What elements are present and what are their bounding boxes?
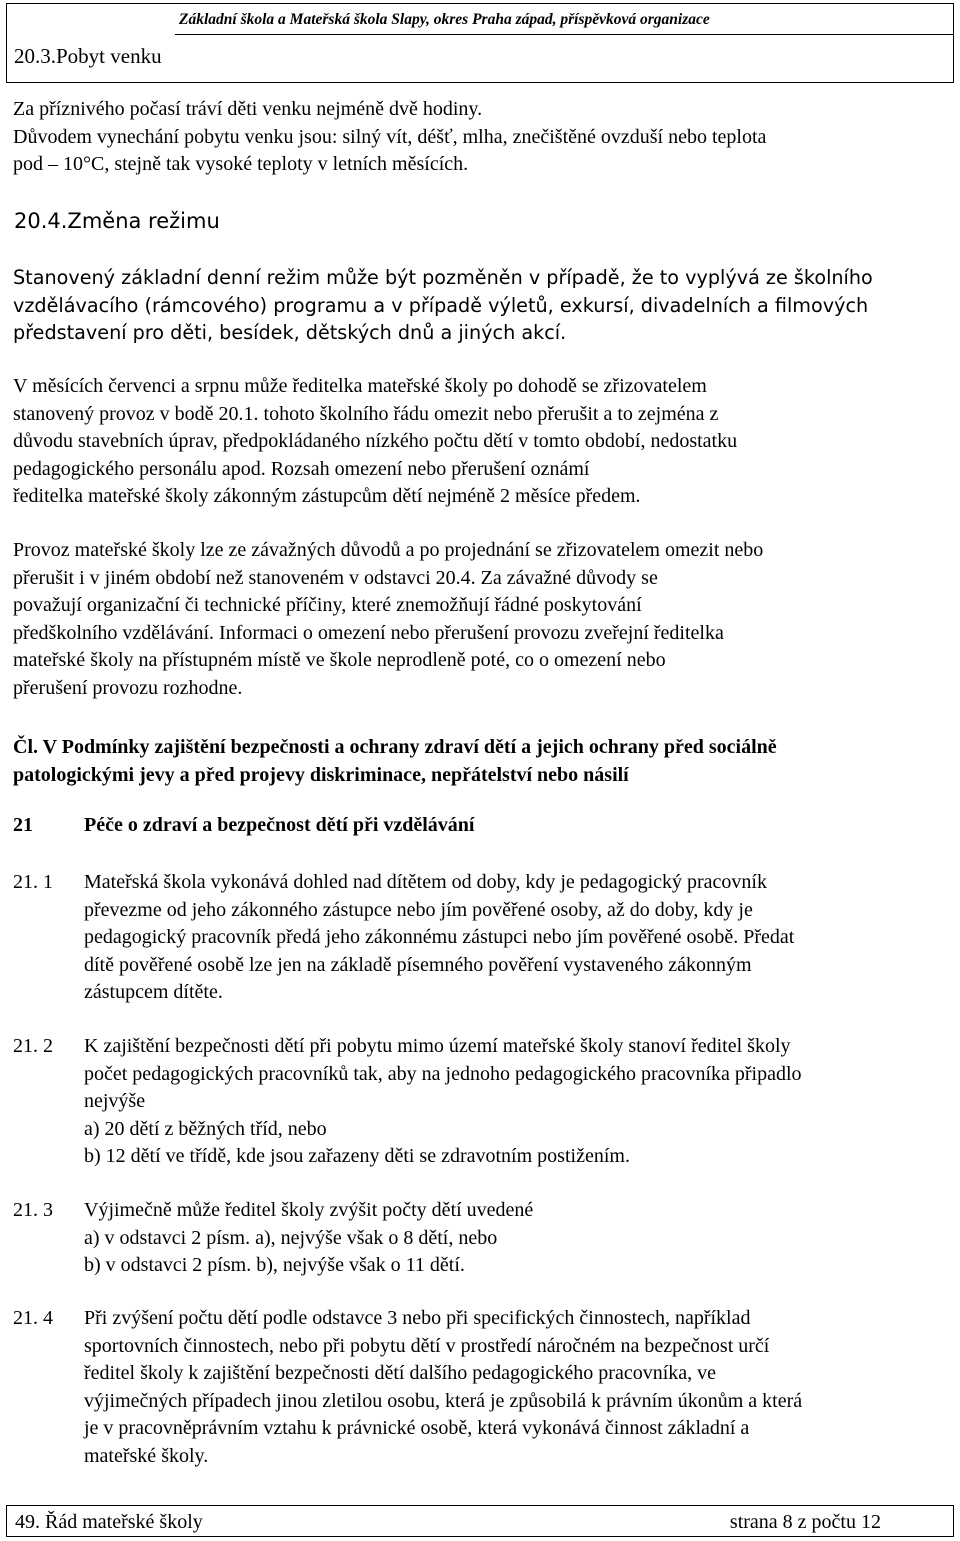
- paragraph-line: Mateřská škola vykonává dohled nad dítětem od doby, kdy je pedagogický pracovník: [84, 871, 767, 893]
- paragraph-line: přerušení provozu rozhodne.: [13, 676, 243, 699]
- item-21-4-number: 21. 4: [13, 1307, 53, 1329]
- paragraph-line: b) v odstavci 2 písm. b), nejvýše však o 11 dětí.: [84, 1254, 465, 1276]
- section-20-4-title: 20.4.Změna režimu: [14, 209, 220, 233]
- item-21-3-text: [84, 1197, 533, 1280]
- footer-page-number: strana 8 z počtu 12: [729, 1511, 881, 1533]
- item-21-2-text: [84, 1033, 802, 1171]
- paragraph-line: V měsících červenci a srpnu může ředitelka mateřské školy po dohodě se zřizovatelem: [13, 375, 707, 397]
- paragraph-line: mateřské školy.: [84, 1444, 209, 1467]
- paragraph-line: Důvodem vynechání pobytu venku jsou: silný vít, déšť, mlha, znečištěné ovzduší nebo teplota: [13, 125, 767, 148]
- item-21-3-number: 21. 3: [13, 1199, 53, 1221]
- paragraph-line: ředitelka mateřské školy zákonným zástupcům dětí nejméně 2 měsíce předem.: [13, 485, 641, 507]
- paragraph-line: důvodu stavebních úprav, předpokládaného nízkého počtu dětí v tomto období, nedostatku: [13, 430, 738, 452]
- paragraph-line: K zajištění bezpečnosti dětí při pobytu mimo území mateřské školy stanoví ředitel školy: [84, 1035, 791, 1057]
- paragraph-line: je v pracovněprávním vztahu k právnické osobě, která vykonává činnost základní a: [84, 1417, 750, 1439]
- paragraph-line: stanovený provoz v bodě 20.1. tohoto školního řádu omezit nebo přerušit a to zejména z: [13, 402, 719, 425]
- paragraph-line: ředitel školy k zajištění bezpečnosti dětí dalšího pedagogického pracovníka, ve: [84, 1362, 717, 1384]
- item-21-4-text: [84, 1305, 802, 1470]
- section-20-4-paragraph-2: [13, 373, 737, 511]
- section-20-3-title: 20.3.Pobyt venku: [14, 44, 162, 68]
- section-20-4-paragraph-1: [13, 264, 873, 347]
- page-footer: [6, 1505, 954, 1537]
- item-21-1-text: [84, 869, 794, 1007]
- paragraph-line: pod – 10°C, stejně tak vysoké teploty v letních měsících.: [13, 153, 469, 175]
- header-rule: [175, 34, 953, 35]
- paragraph-line: sportovních činnostech, nebo při pobytu dětí v prostředí náročném na bezpečnost určí: [84, 1334, 770, 1357]
- paragraph-line: Provoz mateřské školy lze ze závažných důvodů a po projednání se zřizovatelem omezit nebo: [13, 539, 764, 561]
- paragraph-line: představení pro děti, besídek, dětských dnů a jiných akcí.: [13, 321, 567, 344]
- paragraph-line: nejvýše: [84, 1090, 146, 1112]
- paragraph-line: počet pedagogických pracovníků tak, aby na jednoho pedagogického pracovníka připadlo: [84, 1062, 802, 1085]
- page-header: [6, 3, 954, 83]
- chapter-title-line: Čl. V Podmínky zajištění bezpečnosti a ochrany zdraví dětí a jejich ochrany před sociálně: [13, 736, 777, 758]
- paragraph-line: a) v odstavci 2 písm. a), nejvýše však o 8 dětí, nebo: [84, 1226, 498, 1249]
- paragraph-line: pedagogický pracovník předá jeho zákonnému zástupci nebo jím pověřené osobě. Předat: [84, 926, 795, 948]
- footer-document-title: 49. Řád mateřské školy: [15, 1511, 203, 1533]
- paragraph-line: Za příznivého počasí tráví děti venku nejméně dvě hodiny.: [13, 98, 483, 120]
- paragraph-line: mateřské školy na přístupném místě ve škole neprodleně poté, co o omezení nebo: [13, 649, 666, 671]
- chapter-title-line: patologickými jevy a před projevy diskriminace, nepřátelství nebo násilí: [13, 764, 629, 786]
- chapter-5-title: [13, 733, 777, 789]
- item-21-2-number: 21. 2: [13, 1035, 53, 1057]
- header-school-name: Základní škola a Mateřská škola Slapy, okres Praha západ, příspěvková organizace: [179, 11, 710, 28]
- section-20-4-paragraph-3: [13, 537, 763, 702]
- paragraph-line: předškolního vzdělávání. Informaci o omezení nebo přerušení provozu zveřejní ředitelka: [13, 621, 724, 644]
- paragraph-line: Výjimečně může ředitel školy zvýšit počty dětí uvedené: [84, 1199, 534, 1221]
- paragraph-line: vzdělávacího (rámcového) programu a v případě výletů, exkursí, divadelních a filmových: [13, 293, 869, 317]
- paragraph-line: dítě pověřené osobě lze jen na základě písemného pověření vystaveného zákonným: [84, 953, 752, 976]
- paragraph-line: pedagogického personálu apod. Rozsah omezení nebo přerušení oznámí: [13, 457, 590, 480]
- paragraph-line: a) 20 dětí z běžných tříd, nebo: [84, 1117, 327, 1140]
- item-21-1-number: 21. 1: [13, 871, 53, 893]
- paragraph-line: Stanovený základní denní režim může být pozměněn v případě, že to vyplývá ze školního: [13, 266, 873, 289]
- paragraph-line: převezme od jeho zákonného zástupce nebo jím pověřené osoby, až do doby, kdy je: [84, 898, 753, 921]
- paragraph-line: považují organizační či technické příčiny, které znemožňují řádné poskytování: [13, 594, 642, 616]
- paragraph-line: b) 12 dětí ve třídě, kde jsou zařazeny děti se zdravotním postižením.: [84, 1145, 630, 1167]
- paragraph-line: zástupcem dítěte.: [84, 981, 223, 1003]
- section-20-3-paragraph: [13, 96, 766, 179]
- section-21-title: Péče o zdraví a bezpečnost dětí při vzdělávání: [84, 814, 475, 836]
- section-21-number: 21: [13, 814, 33, 836]
- paragraph-line: výjimečných případech jinou zletilou osobu, která je způsobilá k právním úkonům a která: [84, 1389, 803, 1412]
- paragraph-line: Při zvýšení počtu dětí podle odstavce 3 nebo při specifických činnostech, například: [84, 1307, 751, 1329]
- paragraph-line: přerušit i v jiném období než stanoveném v odstavci 20.4. Za závažné důvody se: [13, 566, 658, 589]
